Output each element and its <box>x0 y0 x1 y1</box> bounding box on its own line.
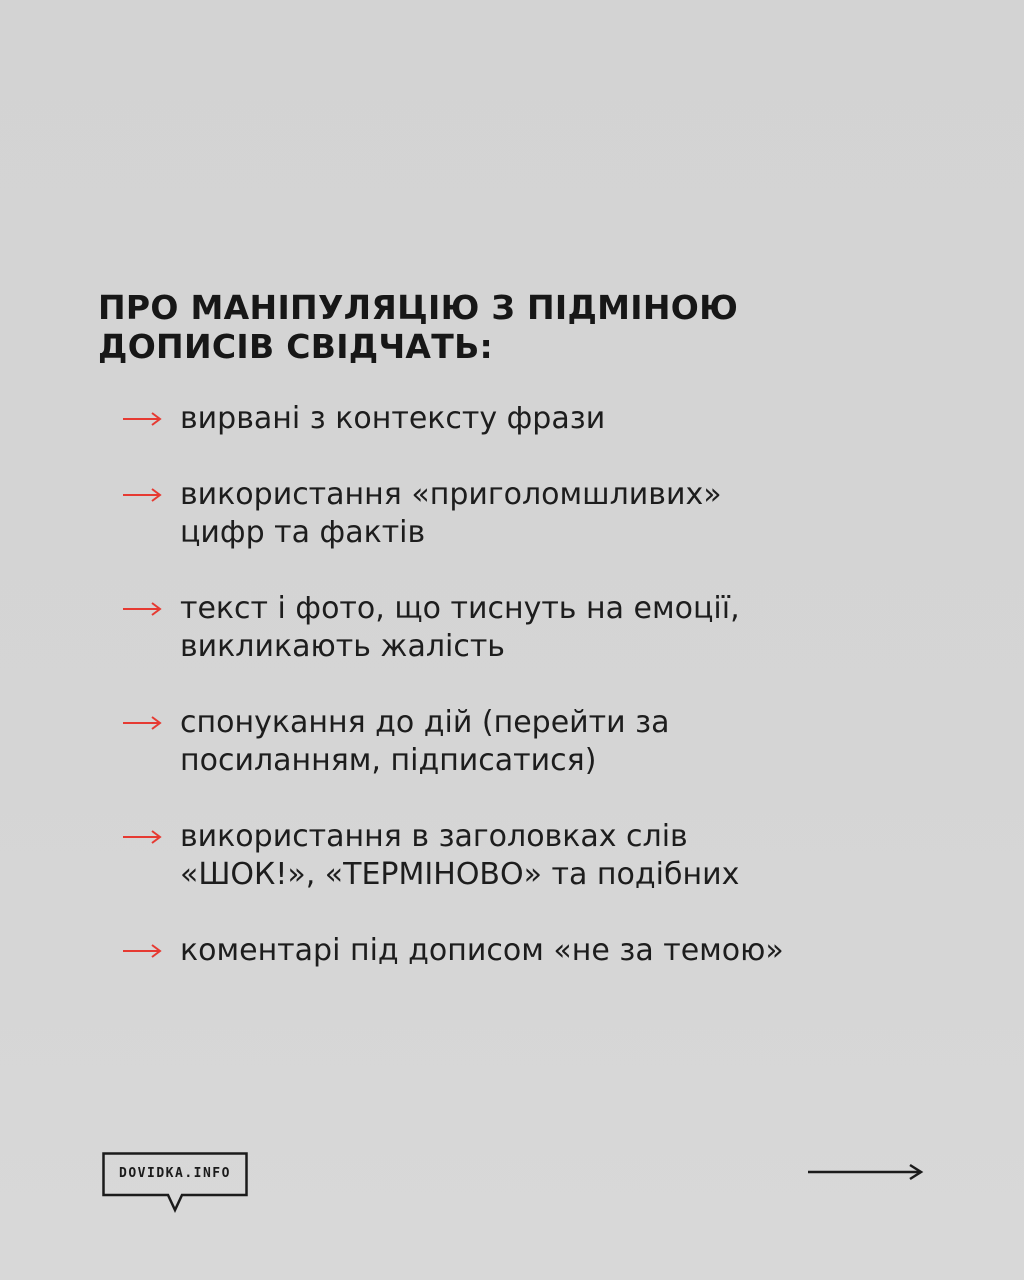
dovidka-logo[interactable] <box>102 1152 248 1214</box>
arrow-right-icon[interactable] <box>806 1160 924 1184</box>
list-item-text: текст і фото, що тиснуть на емоції, <box>180 591 740 626</box>
title-line-2: ДОПИСІВ СВІДЧАТЬ: <box>98 327 494 366</box>
title-line-1: ПРО МАНІПУЛЯЦІЮ З ПІДМІНОЮ <box>98 288 739 327</box>
red-arrow-right-icon <box>122 601 162 617</box>
list-item-text: цифр та фактів <box>180 515 426 550</box>
list-item-text: використання «приголомшливих» <box>180 477 722 512</box>
list-item-text: посиланням, підписатися) <box>180 743 597 778</box>
red-arrow-right-icon <box>122 715 162 731</box>
list-item-text: викликають жалість <box>180 629 505 664</box>
red-arrow-right-icon <box>122 943 162 959</box>
list-item-text: коментарі під дописом «не за темою» <box>180 933 784 968</box>
list-item <box>120 590 920 666</box>
list-item-text: «ШОК!», «ТЕРМІНОВО» та подібних <box>180 857 740 892</box>
list-item <box>120 818 920 894</box>
list-item-text: спонукання до дій (перейти за <box>180 705 670 740</box>
list-item-text: вирвані з контексту фрази <box>180 401 606 436</box>
list-item <box>120 476 920 552</box>
red-arrow-right-icon <box>122 411 162 427</box>
slide-title <box>98 288 898 366</box>
list-item <box>120 400 920 438</box>
red-arrow-right-icon <box>122 829 162 845</box>
list-item <box>120 704 920 780</box>
list-item <box>120 932 920 970</box>
signs-list <box>120 400 920 1008</box>
logo-text: DOVIDKA.INFO <box>119 1166 231 1181</box>
list-item-text: використання в заголовках слів <box>180 819 688 854</box>
red-arrow-right-icon <box>122 487 162 503</box>
